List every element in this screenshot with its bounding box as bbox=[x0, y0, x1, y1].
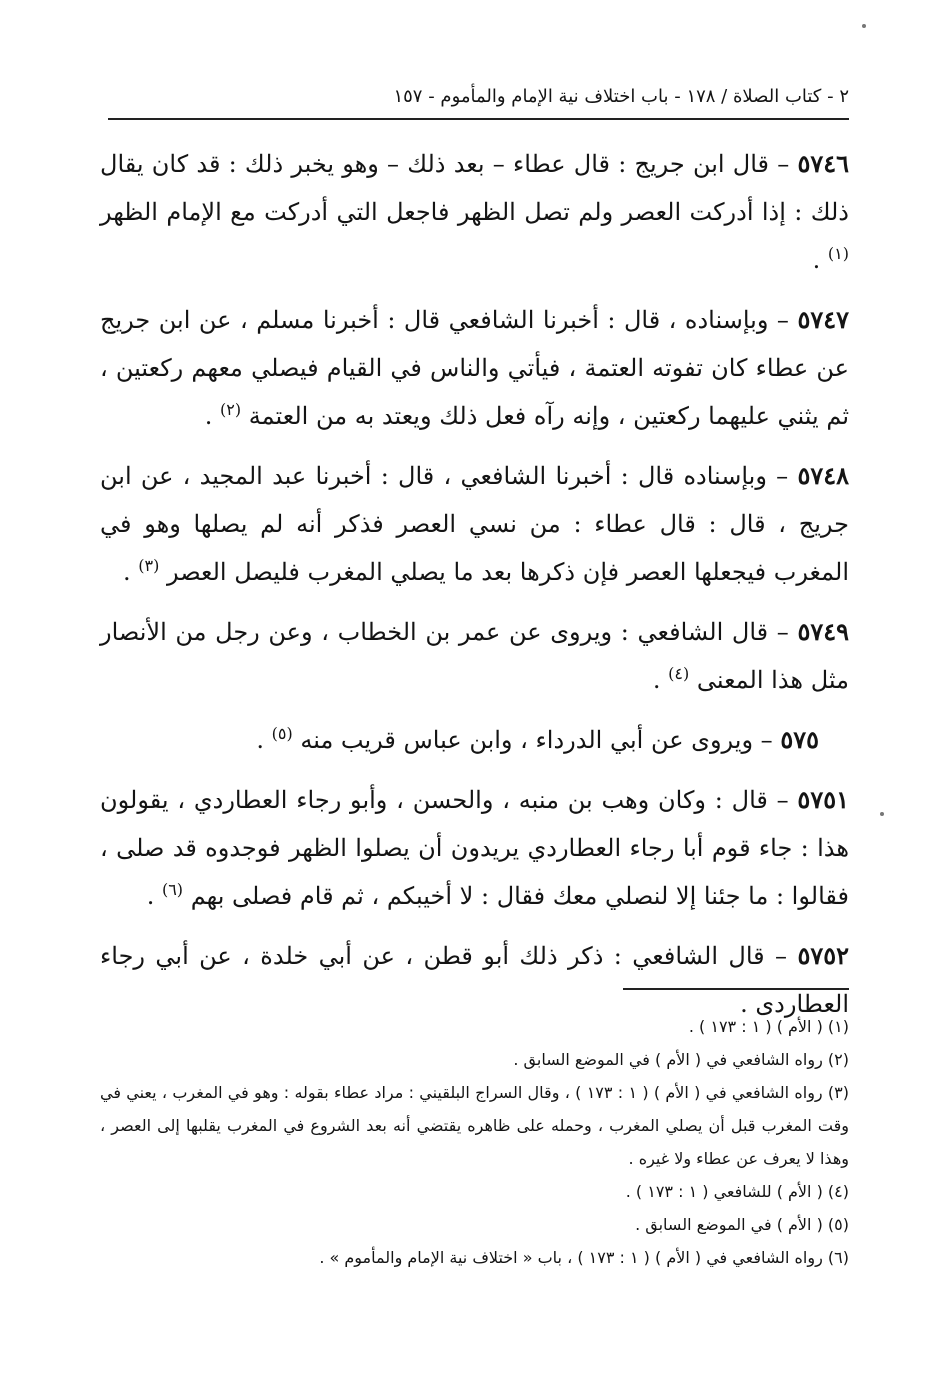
footnote-ref: (٤) bbox=[668, 664, 690, 683]
hadith-end: . bbox=[204, 402, 221, 430]
footnote-rule bbox=[623, 988, 849, 990]
footnote-ref: (٦) bbox=[161, 880, 184, 899]
hadith-end: . bbox=[146, 882, 162, 910]
hadith-text: – قال الشافعي : ذكر ذلك أبو قطن ، عن أبي خلدة ، عن أبي رجاء العطاردى bbox=[100, 942, 849, 1018]
hadith-paragraph bbox=[100, 716, 849, 764]
running-title: ٢ - كتاب الصلاة / ١٧٨ - باب اختلاف نية الإمام والمأموم - ١٥٧ bbox=[393, 86, 849, 107]
hadith-text: – قال الشافعي : ويروى عن عمر بن الخطاب ، وعن رجل من الأنصار مثل هذا المعنى bbox=[100, 618, 849, 694]
hadith-paragraph bbox=[100, 140, 849, 284]
hadith-number: ٥٧٤٨ bbox=[797, 461, 849, 490]
footnote: (٣) رواه الشافعي في ( الأم ) ( ١ : ١٧٣ ) ، وقال السراج البلقيني : مراد عطاء بقوله : وهو في المغرب ، يعني في وقت المغرب قبل أن يصلي المغرب ، وحمله على ظاهره يقتضي أنه بعد الشروع في المغرب يقلبها إلى العصر ، وهذا لا يعرف عن عطاء ولا غيره . bbox=[100, 1083, 850, 1168]
hadith-number: ٥٧٤٧ bbox=[797, 305, 849, 334]
hadith-end: . bbox=[812, 246, 828, 274]
footnote: (١) ( الأم ) ( ١ : ١٧٣ ) . bbox=[688, 1017, 849, 1036]
hadith-end: . bbox=[256, 726, 272, 754]
hadith-text: – وبإسناده ، قال : أخبرنا الشافعي قال : أخبرنا مسلم ، عن ابن جريج عن عطاء كان تفوته العتمة ، فيأتي والناس في القيام فيصلي معهم ركعتين ، ثم يثني عليهما ركعتين ، وإنه رآه فعل ذلك ويعتد به من العتمة bbox=[100, 306, 849, 430]
footnote-ref: (٢) bbox=[220, 400, 242, 419]
hadith-text: – قال : وكان وهب بن منبه ، والحسن ، وأبو رجاء العطاردي ، يقولون هذا : جاء قوم أبا رجاء العطاردي يريدون أن يصلوا الظهر فوجدوه قد صلى ، فقالوا : ما جئنا إلا لنصلي معك فقال : لا أخيبكم ، ثم قام فصلى بهم bbox=[100, 786, 849, 910]
main-text bbox=[100, 140, 849, 1040]
hadith-end: . bbox=[122, 558, 139, 586]
hadith-end: . bbox=[740, 990, 756, 1018]
hadith-paragraph bbox=[100, 452, 849, 596]
hadith-number: ٥٧٤٩ bbox=[797, 617, 849, 646]
hadith-end: . bbox=[652, 666, 669, 694]
footnote: (٤) ( الأم ) للشافعي ( ١ : ١٧٣ ) . bbox=[625, 1182, 849, 1201]
footnote: (٦) رواه الشافعي في ( الأم ) ( ١ : ١٧٣ ) ، باب « اختلاف نية الإمام والمأموم » . bbox=[319, 1248, 849, 1267]
running-header bbox=[108, 86, 849, 107]
header-rule bbox=[108, 118, 849, 120]
footnote-ref: (١) bbox=[827, 244, 849, 263]
footnote-ref: (٥) bbox=[271, 724, 293, 743]
hadith-paragraph bbox=[100, 776, 849, 920]
scan-speck bbox=[862, 24, 866, 28]
footnote: (٢) رواه الشافعي في ( الأم ) في الموضع السابق . bbox=[513, 1050, 849, 1069]
footnote-ref: (٣) bbox=[138, 556, 160, 575]
hadith-text: – وبإسناده قال : أخبرنا الشافعي ، قال : أخبرنا عبد المجيد ، عن ابن جريج ، قال : قال عطاء : من نسي العصر فذكر أنه لم يصلها وهو في المغرب فيجعلها العصر فإن ذكرها بعد ما يصلي المغرب فليصل العصر bbox=[100, 462, 849, 586]
hadith-number: ٥٧٥١ bbox=[797, 785, 849, 814]
hadith-text: – ويروى عن أبي الدرداء ، وابن عباس قريب منه bbox=[300, 726, 773, 754]
footnotes bbox=[100, 1010, 849, 1274]
scan-speck bbox=[880, 812, 884, 816]
hadith-number: ٥٧٥ bbox=[780, 725, 819, 754]
hadith-paragraph bbox=[100, 608, 849, 704]
footnote: (٥) ( الأم ) في الموضع السابق . bbox=[635, 1215, 849, 1234]
hadith-number: ٥٧٤٦ bbox=[797, 149, 849, 178]
hadith-text: – قال ابن جريج : قال عطاء – بعد ذلك – وهو يخبر ذلك : قد كان يقال ذلك : إذا أدركت العصر ولم تصل الظهر فاجعل التي أدركت مع الإمام الظهر bbox=[100, 150, 849, 226]
hadith-number: ٥٧٥٢ bbox=[797, 941, 849, 970]
hadith-paragraph bbox=[100, 296, 849, 440]
